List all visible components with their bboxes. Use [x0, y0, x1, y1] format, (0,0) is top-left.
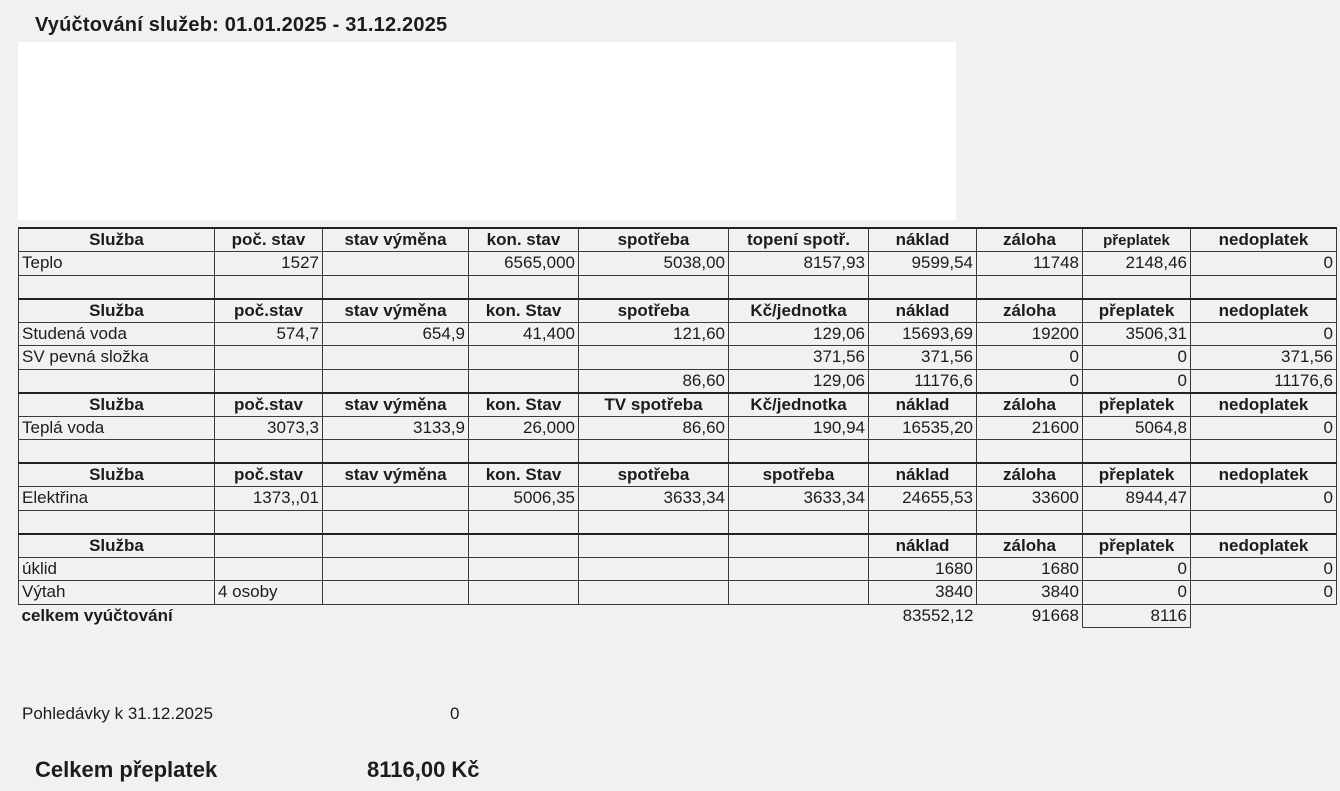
total-overpayment-label: Celkem přeplatek [35, 757, 218, 782]
table-cell: 0 [1191, 581, 1337, 605]
table-cell: 0 [1191, 416, 1337, 440]
column-header [323, 534, 469, 558]
table-cell [729, 557, 869, 581]
table-cell [1191, 510, 1337, 534]
table-row [19, 510, 1337, 534]
column-header: nedoplatek [1191, 228, 1337, 252]
table-cell: 0 [1191, 557, 1337, 581]
table-cell: 3506,31 [1083, 322, 1191, 346]
table-cell: SV pevná složka [19, 346, 215, 370]
column-header: Kč/jednotka [729, 393, 869, 417]
table-cell: 3633,34 [579, 487, 729, 511]
total-overpayment-value: 8116,00 Kč [367, 757, 480, 782]
column-header: záloha [977, 393, 1083, 417]
table-cell [579, 346, 729, 370]
column-header: stav výměna [323, 299, 469, 323]
table-cell: 3073,3 [215, 416, 323, 440]
table-cell [215, 369, 323, 393]
redacted-area [18, 42, 956, 220]
table-row [19, 487, 1337, 511]
table-cell: 371,56 [1191, 346, 1337, 370]
column-header: náklad [869, 393, 977, 417]
table-header-row [19, 534, 1337, 558]
table-header-row [19, 463, 1337, 487]
table-row [19, 557, 1337, 581]
column-header: Služba [19, 534, 215, 558]
empty-cell [729, 604, 869, 628]
table-cell [469, 369, 579, 393]
column-header: kon. Stav [469, 393, 579, 417]
table-cell [19, 275, 215, 299]
table-cell [1191, 440, 1337, 464]
column-header: přeplatek [1083, 299, 1191, 323]
table-cell [977, 440, 1083, 464]
empty-cell [323, 604, 469, 628]
table-cell: 3840 [977, 581, 1083, 605]
table-cell [469, 275, 579, 299]
receivables-value: 0 [450, 704, 460, 723]
column-header: topení spotř. [729, 228, 869, 252]
table-cell: 371,56 [729, 346, 869, 370]
total-overpayment: 8116 [1083, 604, 1191, 628]
column-header: přeplatek [1083, 534, 1191, 558]
table-cell: 6565,000 [469, 252, 579, 276]
table-cell: 0 [1083, 369, 1191, 393]
column-header: stav výměna [323, 393, 469, 417]
column-header: nedoplatek [1191, 534, 1337, 558]
table-header-row [19, 393, 1337, 417]
column-header: přeplatek [1083, 393, 1191, 417]
column-header: náklad [869, 228, 977, 252]
table-cell: 0 [977, 346, 1083, 370]
column-header: stav výměna [323, 228, 469, 252]
table-cell: Studená voda [19, 322, 215, 346]
table-header-row [19, 299, 1337, 323]
table-cell: 1680 [869, 557, 977, 581]
table-cell [323, 487, 469, 511]
table-cell: 86,60 [579, 369, 729, 393]
table-cell: 0 [977, 369, 1083, 393]
column-header [469, 534, 579, 558]
table-cell: 1527 [215, 252, 323, 276]
column-header: náklad [869, 534, 977, 558]
table-cell: 5006,35 [469, 487, 579, 511]
table-cell: 1373,,01 [215, 487, 323, 511]
table-row [19, 275, 1337, 299]
table-cell [869, 440, 977, 464]
column-header: záloha [977, 228, 1083, 252]
table-cell: 21600 [977, 416, 1083, 440]
table-cell: 3133,9 [323, 416, 469, 440]
table-cell [19, 510, 215, 534]
table-cell [215, 510, 323, 534]
table-cell [579, 510, 729, 534]
table-cell: 26,000 [469, 416, 579, 440]
column-header [579, 534, 729, 558]
table-cell [323, 369, 469, 393]
table-cell [977, 510, 1083, 534]
table-cell: 33600 [977, 487, 1083, 511]
table-cell [729, 440, 869, 464]
column-header: záloha [977, 534, 1083, 558]
column-header: spotřeba [729, 463, 869, 487]
empty-cell [215, 604, 323, 628]
table-cell [323, 252, 469, 276]
total-deposit: 91668 [1031, 606, 1079, 625]
column-header: poč.stav [215, 393, 323, 417]
table-cell [323, 440, 469, 464]
table-cell [323, 275, 469, 299]
column-header: kon. Stav [469, 463, 579, 487]
total-label: celkem vyúčtování [21, 606, 173, 625]
table-cell [579, 440, 729, 464]
table-cell: 9599,54 [869, 252, 977, 276]
table-cell: 11748 [977, 252, 1083, 276]
table-cell: úklid [19, 557, 215, 581]
table-cell [729, 581, 869, 605]
table-cell: 8944,47 [1083, 487, 1191, 511]
table-cell: 11176,6 [1191, 369, 1337, 393]
column-header: Služba [19, 299, 215, 323]
column-header: Kč/jednotka [729, 299, 869, 323]
table-cell [1191, 275, 1337, 299]
column-header: Služba [19, 228, 215, 252]
table-cell [215, 346, 323, 370]
table-cell: 371,56 [869, 346, 977, 370]
table-cell [1083, 275, 1191, 299]
column-header: stav výměna [323, 463, 469, 487]
table-cell: 5064,8 [1083, 416, 1191, 440]
empty-cell [579, 604, 729, 628]
table-cell: 0 [1191, 487, 1337, 511]
column-header: záloha [977, 299, 1083, 323]
column-header: kon. stav [469, 228, 579, 252]
table-cell: Elektřina [19, 487, 215, 511]
column-header: nedoplatek [1191, 393, 1337, 417]
table-cell: 24655,53 [869, 487, 977, 511]
table-cell [579, 557, 729, 581]
table-cell [469, 510, 579, 534]
receivables-label: Pohledávky k 31.12.2025 [22, 704, 213, 723]
table-row [19, 581, 1337, 605]
column-header: přeplatek [1083, 228, 1191, 252]
column-header: Služba [19, 393, 215, 417]
column-header: kon. Stav [469, 299, 579, 323]
column-header: záloha [977, 463, 1083, 487]
table-cell [729, 510, 869, 534]
table-cell [579, 581, 729, 605]
table-row [19, 346, 1337, 370]
empty-cell [1191, 604, 1337, 628]
table-cell: Výtah [19, 581, 215, 605]
column-header: přeplatek [1083, 463, 1191, 487]
table-cell [215, 557, 323, 581]
table-cell: 8157,93 [729, 252, 869, 276]
table-cell: 41,400 [469, 322, 579, 346]
table-cell [215, 440, 323, 464]
table-header-row [19, 228, 1337, 252]
table-cell: 86,60 [579, 416, 729, 440]
table-cell: 0 [1083, 581, 1191, 605]
table-cell [1083, 440, 1191, 464]
table-cell: Teplo [19, 252, 215, 276]
column-header: TV spotřeba [579, 393, 729, 417]
table-cell [19, 369, 215, 393]
column-header: spotřeba [579, 228, 729, 252]
table-cell [323, 510, 469, 534]
table-cell [1083, 510, 1191, 534]
table-cell: 1680 [977, 557, 1083, 581]
column-header: poč.stav [215, 463, 323, 487]
table-cell [323, 557, 469, 581]
table-cell [469, 557, 579, 581]
column-header [729, 534, 869, 558]
table-cell [469, 346, 579, 370]
table-cell: 190,94 [729, 416, 869, 440]
table-cell: 4 osoby [215, 581, 323, 605]
table-cell [469, 581, 579, 605]
column-header: nedoplatek [1191, 299, 1337, 323]
column-header: poč. stav [215, 228, 323, 252]
table-cell: 121,60 [579, 322, 729, 346]
column-header [215, 534, 323, 558]
column-header: spotřeba [579, 463, 729, 487]
table-cell: 129,06 [729, 322, 869, 346]
column-header: náklad [869, 299, 977, 323]
column-header: nedoplatek [1191, 463, 1337, 487]
table-cell: Teplá voda [19, 416, 215, 440]
table-cell: 5038,00 [579, 252, 729, 276]
column-header: Služba [19, 463, 215, 487]
table-cell: 3840 [869, 581, 977, 605]
table-cell [729, 275, 869, 299]
table-cell: 654,9 [323, 322, 469, 346]
table-cell [869, 510, 977, 534]
table-cell: 16535,20 [869, 416, 977, 440]
table-row [19, 322, 1337, 346]
table-cell [323, 581, 469, 605]
table-cell: 574,7 [215, 322, 323, 346]
table-cell [977, 275, 1083, 299]
empty-cell [469, 604, 579, 628]
column-header: spotřeba [579, 299, 729, 323]
table-cell [19, 440, 215, 464]
table-cell [869, 275, 977, 299]
table-cell: 3633,34 [729, 487, 869, 511]
table-row [19, 252, 1337, 276]
table-cell: 0 [1083, 346, 1191, 370]
total-cost: 83552,12 [902, 606, 974, 625]
table-cell: 19200 [977, 322, 1083, 346]
table-cell: 2148,46 [1083, 252, 1191, 276]
table-cell: 0 [1191, 322, 1337, 346]
table-row [19, 440, 1337, 464]
column-header: poč.stav [215, 299, 323, 323]
table-cell [579, 275, 729, 299]
table-cell [469, 440, 579, 464]
column-header: náklad [869, 463, 977, 487]
table-cell: 0 [1191, 252, 1337, 276]
table-cell: 0 [1083, 557, 1191, 581]
table-cell [215, 275, 323, 299]
table-row [19, 369, 1337, 393]
table-cell: 129,06 [729, 369, 869, 393]
billing-table [18, 227, 1337, 628]
table-cell: 15693,69 [869, 322, 977, 346]
total-row [19, 604, 1337, 628]
document-title: Vyúčtování služeb: 01.01.2025 - 31.12.2025 [35, 14, 448, 36]
table-cell: 11176,6 [869, 369, 977, 393]
table-row [19, 416, 1337, 440]
table-cell [323, 346, 469, 370]
